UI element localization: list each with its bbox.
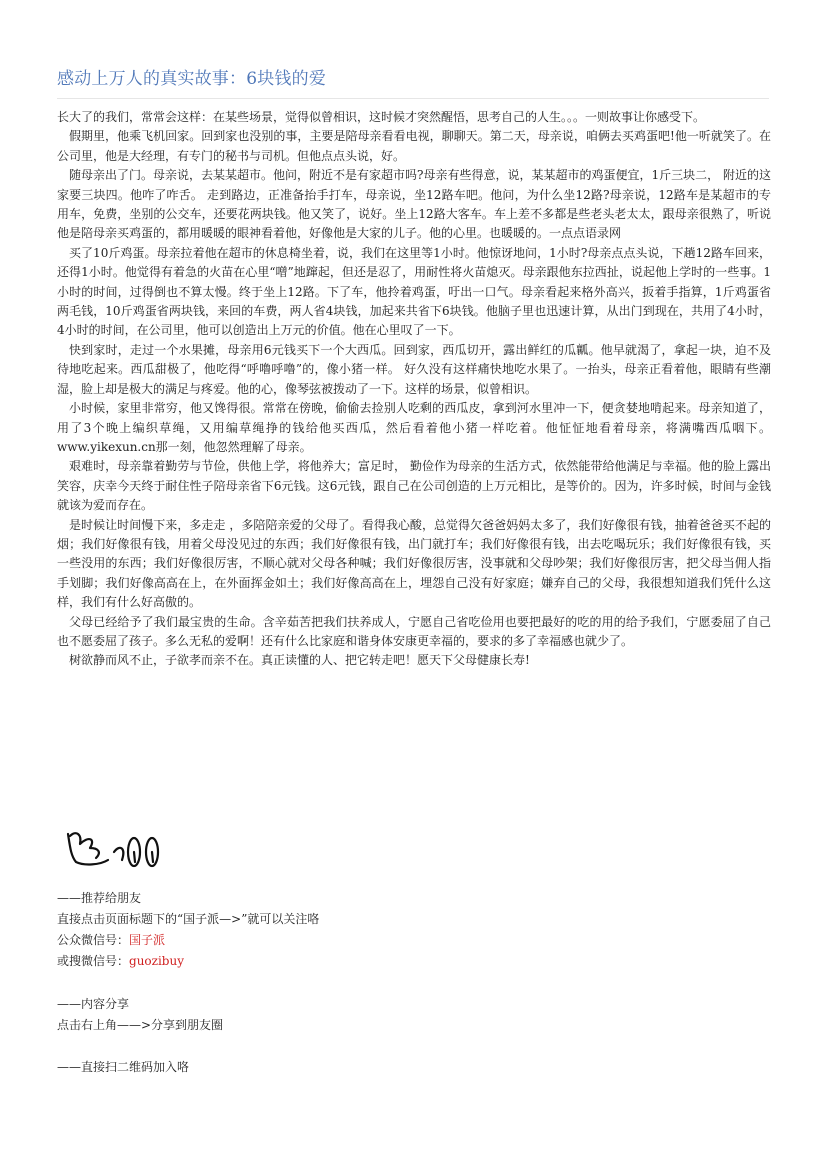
hand-drawn-signature-icon xyxy=(62,822,162,872)
recommend-line: ——推荐给朋友 xyxy=(57,891,142,905)
article-body xyxy=(57,108,771,671)
paragraph: 是时候让时间慢下来，多走走 ，多陪陪亲爱的父母了。看得我心酸，总觉得欠爸爸妈妈太多了，我们好像很有钱，抽着爸爸买不起的烟；我们好像很有钱，用着父母没见过的东西；我们好像很有钱，出门就打车；我们好像很有钱，出去吃喝玩乐；我们好像很有钱，买一些没用的东西；我们好像很厉害，不顺心就对父母各种喊；我们好像很厉害，没事就和父母吵架；我们好像很厉害，把父母当佣人指手划脚；我们好像高高在上，在外面挥金如土；我们好像高高在上，埋怨自己没有好家庭；嫌弃自己的父母，我很想知道我们凭什么这样，我们有什么好高傲的。 xyxy=(57,517,771,610)
wechat-label: 公众微信号： xyxy=(57,933,130,947)
paragraph: 父母已经给予了我们最宝贵的生命。含辛茹苦把我们扶养成人，宁愿自己省吃俭用也要把最好的吃的用的给予我们，宁愿委屈了自己也不愿委屈了孩子。多么无私的爱啊！还有什么比家庭和谐身体安康更幸福的，要求的多了幸福感也就少了。 xyxy=(57,614,771,648)
title-divider xyxy=(57,98,769,99)
wechat-id-line xyxy=(57,952,184,971)
wechat-account-link[interactable]: 国子派 xyxy=(129,933,166,947)
paragraph: 小时候，家里非常穷，他又馋得很。常常在傍晚，偷偷去捡别人吃剩的西瓜皮，拿到河水里冲一下，便贪婪地啃起来。母亲知道了，用了3个晚上编织草绳，又用编草绳挣的钱给他买西瓜，然后看着他小猪一样吃着。他怔怔地看着母亲，将满嘴西瓜咽下。www.yikexun.cn那一刻，他忽然理解了母亲。 xyxy=(57,401,771,454)
paragraph: 树欲静而风不止，子欲孝而亲不在。真正读懂的人、把它转走吧！愿天下父母健康长寿! xyxy=(69,653,530,668)
paragraph: 长大了的我们，常常会这样：在某些场景，觉得似曾相识，这时候才突然醒悟，思考自己的人生。。。一则故事让你感受下。 xyxy=(57,110,706,124)
paragraph: 假期里，他乘飞机回家。回到家也没别的事，主要是陪母亲看看电视，聊聊天。第二天，母亲说，咱俩去买鸡蛋吧!他一听就笑了。在公司里，他是大经理，有专门的秘书与司机。但他点点头说，好。 xyxy=(57,129,771,163)
qr-header: ——直接扫二维码加入咯 xyxy=(57,1060,190,1074)
follow-instruction: 直接点击页面标题下的“国子派—>”就可以关注咯 xyxy=(57,912,320,926)
wechat-id-link[interactable]: guozibuy xyxy=(129,954,184,968)
search-label: 或搜微信号： xyxy=(57,954,130,968)
share-instruction: 点击右上角——>分享到朋友圈 xyxy=(57,1018,224,1032)
paragraph: 买了10斤鸡蛋。母亲拉着他在超市的休息椅坐着，说，我们在这里等1小时。他惊讶地问，1小时?母亲点点头说，下趟12路车回来，还得1小时。他觉得有着急的火苗在心里“噌”地蹿起，但还是忍了，用耐性将火苗熄灭。母亲跟他东拉西扯，说起他上学时的一些事。1小时的时间，过得倒也不算太慢。终于坐上12路。下了车，他拎着鸡蛋，吁出一口气。母亲看起来格外高兴，扳着手指算，1斤鸡蛋省两毛钱，10斤鸡蛋省两块钱，来回的车费，两人省4块钱，加起来共省下6块钱。他脑子里也迅速计算，从出门到现在，共用了4小时，4小时的时间，在公司里，他可以创造出上万元的价值。他在心里叹了一下。 xyxy=(57,245,771,338)
paragraph: 快到家时，走过一个水果摊，母亲用6元钱买下一个大西瓜。回到家，西瓜切开，露出鲜红的瓜瓤。他早就渴了，拿起一块，迫不及待地吃起来。西瓜甜极了，他吃得“呼噜呼噜”的，像小猪一样。 好久没有这样痛快地吃水果了。一抬头，母亲正看着他，眼睛有些潮湿，脸上却是极大的满足与疼爱。他的心，像琴弦被拨动了一下。这样的场景，似曾相识。 xyxy=(57,342,771,396)
wechat-account-line xyxy=(57,931,165,950)
paragraph: 艰难时，母亲靠着勤劳与节俭，供他上学，将他养大；富足时， 勤俭作为母亲的生活方式，依然能带给他满足与幸福。他的脸上露出笑容，庆幸今天终于耐住性子陪母亲省下6元钱。这6元钱，跟自己在公司创造的上万元相比，是等价的。因为，许多时候，时间与金钱就该为爱而存在。 xyxy=(57,459,771,513)
share-header: ——内容分享 xyxy=(57,997,130,1011)
paragraph: 随母亲出了门。母亲说，去某某超市。他问，附近不是有家超市吗?母亲有些得意，说，某某超市的鸡蛋便宜，1斤三块二， 附近的这家要三块四。他咋了咋舌。 走到路边，正准备抬手打车，母亲说，坐12路车吧。他问，为什么坐12路?母亲说，12路车是某超市的专用车，免费，坐别的公交车，还要花两块钱。他又笑了，说好。坐上12路大客车。车上差不多都是些老头老太太，跟母亲很熟了，听说他是陪母亲买鸡蛋的，都用暖暖的眼神看着他，好像他是大家的儿子。他的心里。也暖暖的。一点点语录网 xyxy=(57,168,771,241)
article-title: 感动上万人的真实故事：6块钱的爱 xyxy=(57,69,327,89)
